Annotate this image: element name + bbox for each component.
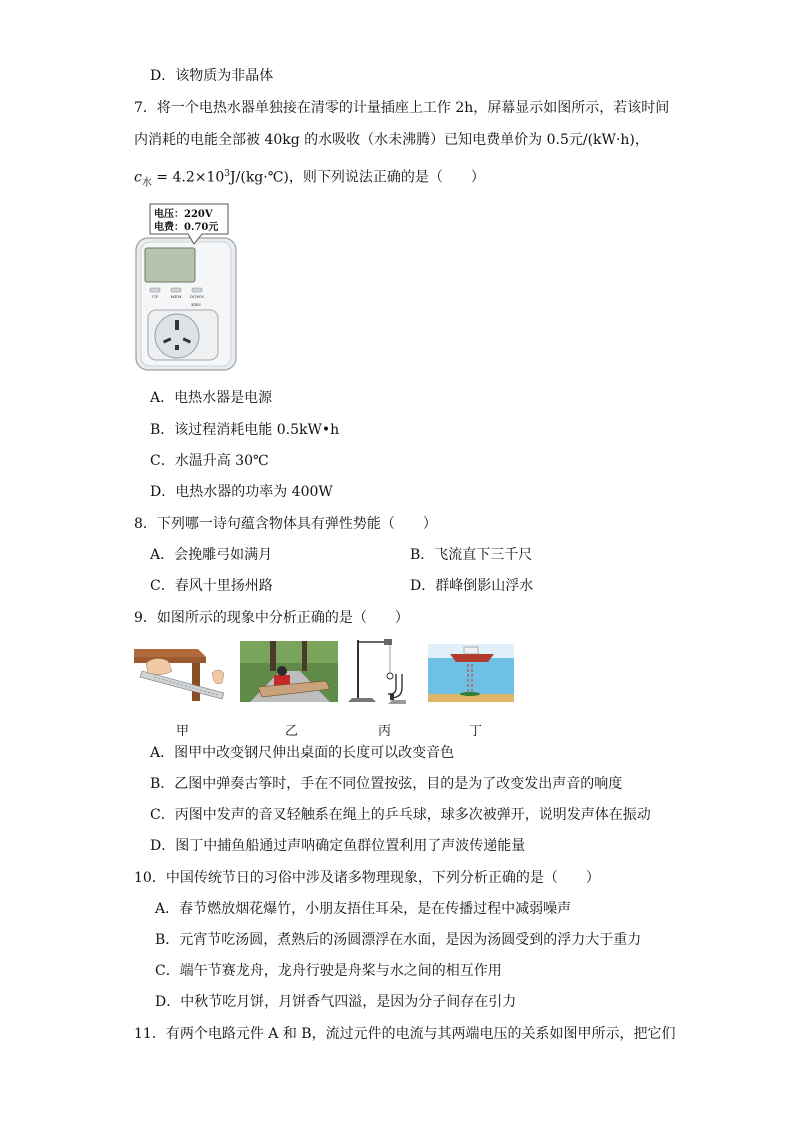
figure-ding-sonar-boat (428, 644, 514, 702)
q10-option-d: D．中秋节吃月饼，月饼香气四溢，是因为分子间存在引力 (155, 994, 517, 1010)
c-symbol: c (134, 169, 142, 186)
figure-jia-ruler (134, 643, 230, 701)
q7-stem-line1: 7．将一个电热水器单独接在清零的计量插座上工作 2h，屏幕显示如图所示，若该时间 (134, 100, 670, 116)
q9-option-c: C．丙图中发声的音叉轻触系在绳上的乒乓球，球多次被弹开，说明发声体在振动 (150, 807, 651, 823)
q8-stem: 8．下列哪一诗句蕴含物体具有弹性势能（ ） (134, 516, 437, 532)
caption-jia: 甲 (176, 724, 190, 739)
q8-option-a: A．会挽雕弓如满月 (150, 547, 273, 563)
c-subscript: 水 (141, 177, 152, 189)
q9-option-a: A．图甲中改变钢尺伸出桌面的长度可以改变音色 (150, 745, 455, 761)
caption-ding: 丁 (469, 724, 483, 739)
meter-cost-readout: 电费：0.70元 (154, 222, 219, 233)
q10-option-b: B．元宵节吃汤圆，煮熟后的汤圆漂浮在水面，是因为汤圆受到的浮力大于重力 (155, 932, 642, 948)
c-formula: = 4.2×10 (156, 169, 225, 186)
q7-stem-line3 (134, 164, 485, 193)
caption-bing: 丙 (378, 724, 392, 739)
q7-option-b: B．该过程消耗电能 0.5kW•h (150, 422, 340, 438)
q9-stem: 9．如图所示的现象中分析正确的是（ ） (134, 610, 409, 626)
q11-stem: 11．有两个电路元件 A 和 B，流过元件的电流与其两端电压的关系如图甲所示，把它们 (134, 1026, 676, 1042)
q8-option-b: B．飞流直下三千尺 (410, 547, 533, 563)
meter-btn-mem-label: MEM (170, 294, 182, 299)
q7-option-a: A．电热水器是电源 (150, 390, 273, 406)
q9-option-b: B．乙图中弹奏古筝时，手在不同位置按弦，目的是为了改变发出声音的响度 (150, 776, 623, 792)
c-unit: J/(kg·℃)，则下列说法正确的是（ ） (230, 169, 485, 186)
c-exponent: 3 (224, 169, 231, 179)
q7-option-d: D．电热水器的功率为 400W (150, 484, 333, 500)
power-meter-figure (132, 200, 244, 372)
meter-btn-up-label: UP (151, 294, 159, 299)
q10-stem: 10．中国传统节日的习俗中涉及诸多物理现象，下列分析正确的是（ ） (134, 870, 600, 886)
q8-option-d: D．群峰倒影山浮水 (410, 578, 534, 594)
q9-option-d: D．图丁中捕鱼船通过声呐确定鱼群位置利用了声波传递能量 (150, 838, 526, 854)
caption-yi: 乙 (285, 724, 299, 739)
figure-bing-tuning-fork (348, 636, 408, 706)
q10-option-c: C．端午节赛龙舟，龙舟行驶是舟桨与水之间的相互作用 (155, 963, 502, 979)
figure-yi-guzheng (240, 641, 338, 702)
q10-option-a: A．春节燃放烟花爆竹，小朋友捂住耳朵，是在传播过程中减弱噪声 (155, 901, 572, 917)
meter-brand: KBN (191, 302, 201, 307)
q7-stem-line2: 内消耗的电能全部被 40kg 的水吸收（水未沸腾）已知电费单价为 0.5元/(kW·h)， (134, 132, 649, 148)
q8-option-c: C．春风十里扬州路 (150, 578, 273, 594)
meter-voltage-readout: 电压：220V (154, 209, 213, 220)
q6-option-d: D．该物质为非晶体 (150, 68, 274, 84)
meter-btn-down-label: DOWN (189, 294, 205, 299)
q7-option-c: C．水温升高 30℃ (150, 453, 269, 469)
